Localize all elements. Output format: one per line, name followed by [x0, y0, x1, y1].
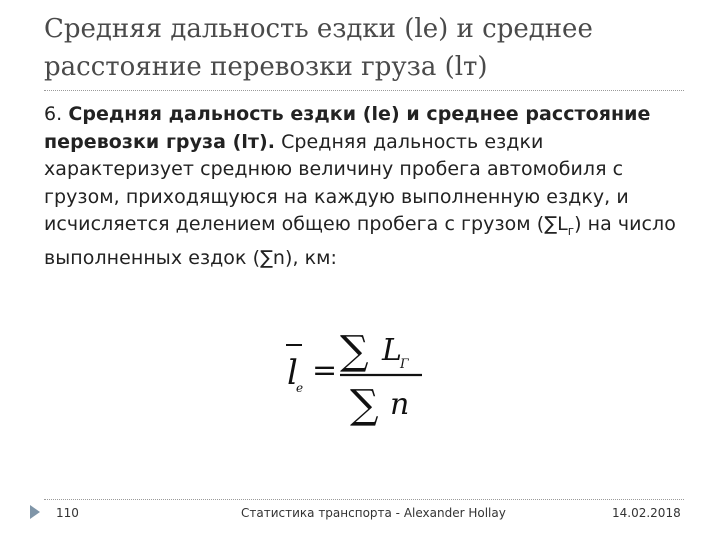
body-paragraph: [44, 101, 684, 273]
denominator-var: n: [390, 387, 410, 422]
formula-lhs-sub: e: [296, 381, 304, 395]
footer-date: 14.02.2018: [612, 506, 681, 520]
footer-caption: Статистика транспорта - Alexander Hollay: [241, 506, 506, 520]
body-text: Средняя дальность ездки характеризует среднюю величину пробега автомобиля с грузом, приходящуюся на каждую выполненную ездку, и исчисляется делением общею пробега с грузом (∑L: [44, 130, 629, 235]
denominator-sum: ∑: [350, 382, 379, 428]
numerator-sum: ∑: [340, 328, 369, 374]
title-divider: [44, 90, 684, 91]
formula-lhs: l: [287, 353, 298, 393]
page-number: 110: [56, 506, 79, 520]
item-heading: Средняя дальность ездки (lе) и среднее расстояние перевозки груза (lт).: [44, 103, 651, 153]
formula-equals: =: [312, 353, 338, 388]
footer-divider: [44, 499, 684, 500]
body-text-end: ) на число выполненных ездок (∑n), км:: [44, 213, 676, 270]
slide-bullet-arrow-icon: [30, 505, 40, 519]
numerator-var: L: [382, 333, 402, 368]
distance-formula: [282, 318, 432, 428]
slide-title: Средняя дальность ездки (lе) и среднее расстояние перевозки груза (lт): [44, 14, 593, 82]
subscript-g: г: [567, 223, 575, 238]
item-number: 6.: [44, 103, 69, 125]
numerator-sub: Г: [400, 357, 409, 372]
